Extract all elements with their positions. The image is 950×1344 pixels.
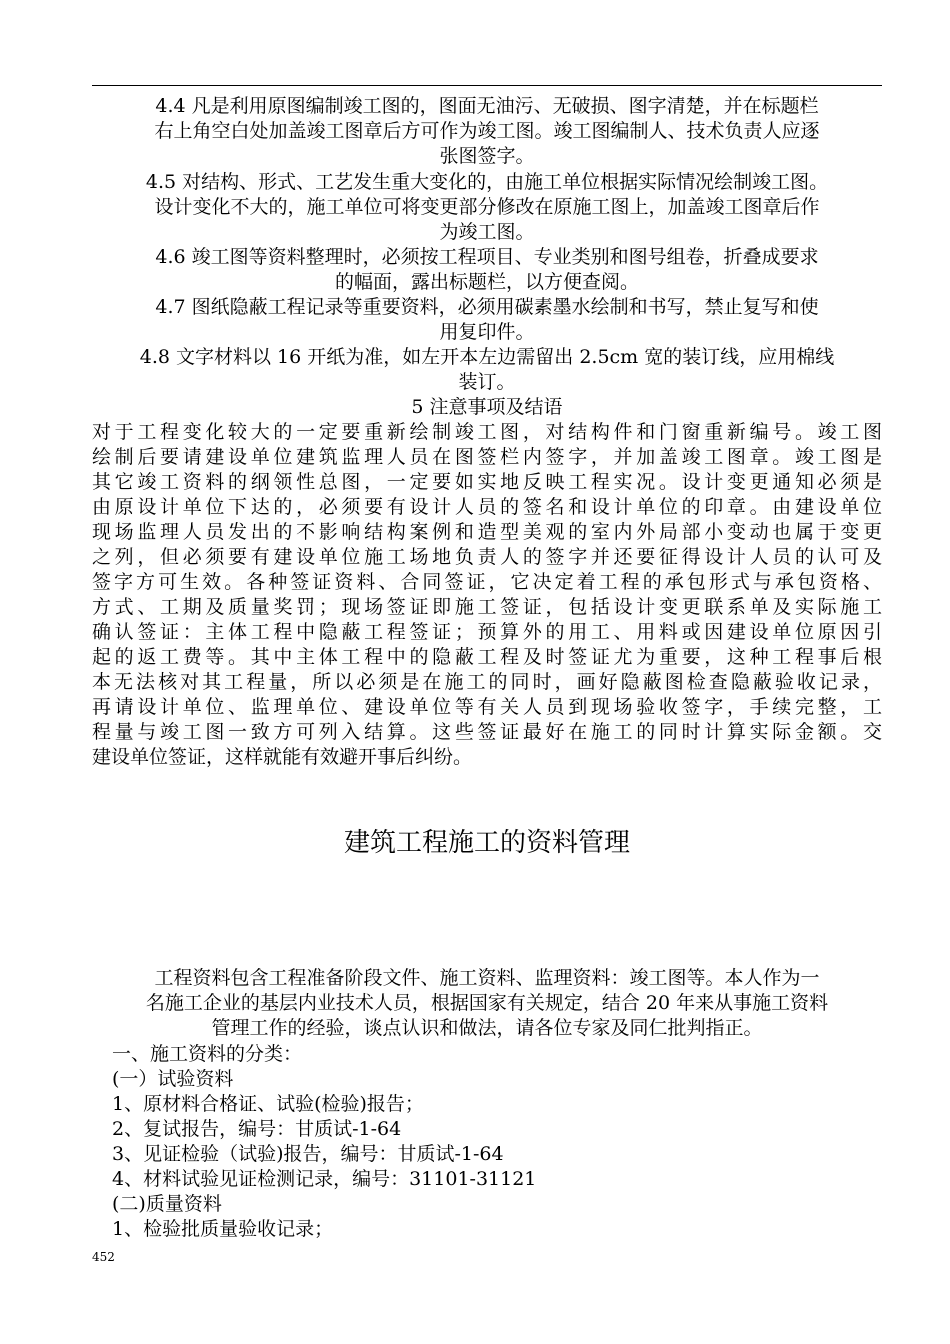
- list-item: 1、检验批质量验收记录；: [112, 1218, 334, 1240]
- list-item: 4、材料试验见证检测记录，编号：31101-31121: [112, 1168, 537, 1190]
- item-4-6-line-2: 的幅面，露出标题栏，以方便查阅。: [334, 271, 639, 293]
- item-4-4-line-3: 张图签字。: [439, 145, 535, 167]
- section-5-line: 对于工程变化较大的一定要重新绘制竣工图，对结构件和门窗重新编号。竣工图: [92, 421, 882, 443]
- section-5-line: 起的返工费等。其中主体工程中的隐蔽工程及时签证尤为重要，这种工程事后根: [92, 646, 882, 668]
- item-4-6-line-1: 4.6 竣工图等资料整理时，必须按工程项目、专业类别和图号组卷，折叠成要求: [155, 246, 819, 268]
- section-5-line: 确认签证：主体工程中隐蔽工程签证；预算外的用工、用料或因建设单位原因引: [92, 621, 882, 643]
- intro-line: 工程资料包含工程准备阶段文件、施工资料、监理资料：竣工图等。本人作为一: [154, 967, 820, 989]
- page-number: 452: [92, 1250, 115, 1264]
- section-5-line: 方式、工期及质量奖罚；现场签证即施工签证，包括设计变更联系单及实际施工: [92, 596, 882, 618]
- section-5-line: 再请设计单位、监理单位、建设单位等有关人员到现场验收签字，手续完整，工: [92, 696, 882, 718]
- item-4-5-line-2: 设计变化不大的，施工单位可将变更部分修改在原施工图上，加盖竣工图章后作: [154, 196, 820, 218]
- section-5-line: 之列，但必须要有建设单位施工场地负责人的签字并还要征得设计人员的认可及: [92, 546, 882, 568]
- list-item: 3、见证检验（试验)报告，编号：甘质试-1-64: [112, 1143, 504, 1165]
- section-5-line: 绘制后要请建设单位建筑监理人员在图签栏内签字，并加盖竣工图章。竣工图是: [92, 446, 882, 468]
- section-5-line: 由原设计单位下达的，必须要有设计人员的签名和设计单位的印章。由建设单位: [92, 496, 882, 518]
- item-4-7-line-2: 用复印件。: [439, 321, 535, 343]
- section-5-line: 签字方可生效。各种签证资料、合同签证，它决定着工程的承包形式与承包资格、: [92, 571, 882, 593]
- item-4-7-line-1: 4.7 图纸隐蔽工程记录等重要资料，必须用碳素墨水绘制和书写，禁止复写和使: [155, 296, 819, 318]
- intro-line: 名施工企业的基层内业技术人员，根据国家有关规定，结合 20 年来从事施工资料: [145, 992, 829, 1014]
- section-5-line: 建设单位签证，这样就能有效避开事后纠纷。: [92, 746, 473, 768]
- section-5-line: 其它竣工资料的纲领性总图，一定要如实地反映工程实况。设计变更通知必须是: [92, 471, 882, 493]
- item-4-8-line-1: 4.8 文字材料以 16 开纸为准，如左开本左边需留出 2.5cm 宽的装订线，应用棉线: [139, 346, 835, 368]
- section-5-line: 现场监理人员发出的不影响结构案例和造型美观的室内外局部小变动也属于变更: [92, 521, 882, 543]
- item-4-5-line-3: 为竣工图。: [439, 221, 535, 243]
- item-4-8-line-2: 装订。: [458, 371, 516, 393]
- list-item: 1、原材料合格证、试验(检验)报告；: [112, 1093, 424, 1115]
- section-5-line: 本无法核对其工程量，所以必须是在施工的同时，画好隐蔽图检查隐蔽验收记录，: [92, 671, 882, 693]
- intro-line: 管理工作的经验，谈点认识和做法，请各位专家及同仁批判指正。: [211, 1017, 763, 1039]
- item-4-5-line-1: 4.5 对结构、形式、工艺发生重大变化的，由施工单位根据实际情况绘制竣工图。: [145, 171, 829, 193]
- article-title: 建筑工程施工的资料管理: [343, 828, 630, 858]
- item-4-4-line-2: 右上角空白处加盖竣工图章后方可作为竣工图。竣工图编制人、技术负责人应逐: [154, 120, 820, 142]
- list-item: (二)质量资料: [112, 1193, 222, 1215]
- section-5-heading: 5 注意事项及结语: [411, 396, 563, 418]
- list-item: (一）试验资料: [112, 1068, 234, 1090]
- item-4-4-line-1: 4.4 凡是利用原图编制竣工图的，图面无油污、无破损、图字清楚，并在标题栏: [155, 95, 819, 117]
- list-item: 一、施工资料的分类：: [112, 1043, 303, 1065]
- list-item: 2、复试报告，编号：甘质试-1-64: [112, 1118, 402, 1140]
- header-rule: [92, 85, 882, 86]
- section-5-line: 程量与竣工图一致方可列入结算。这些签证最好在施工的同时计算实际金额。交: [92, 721, 882, 743]
